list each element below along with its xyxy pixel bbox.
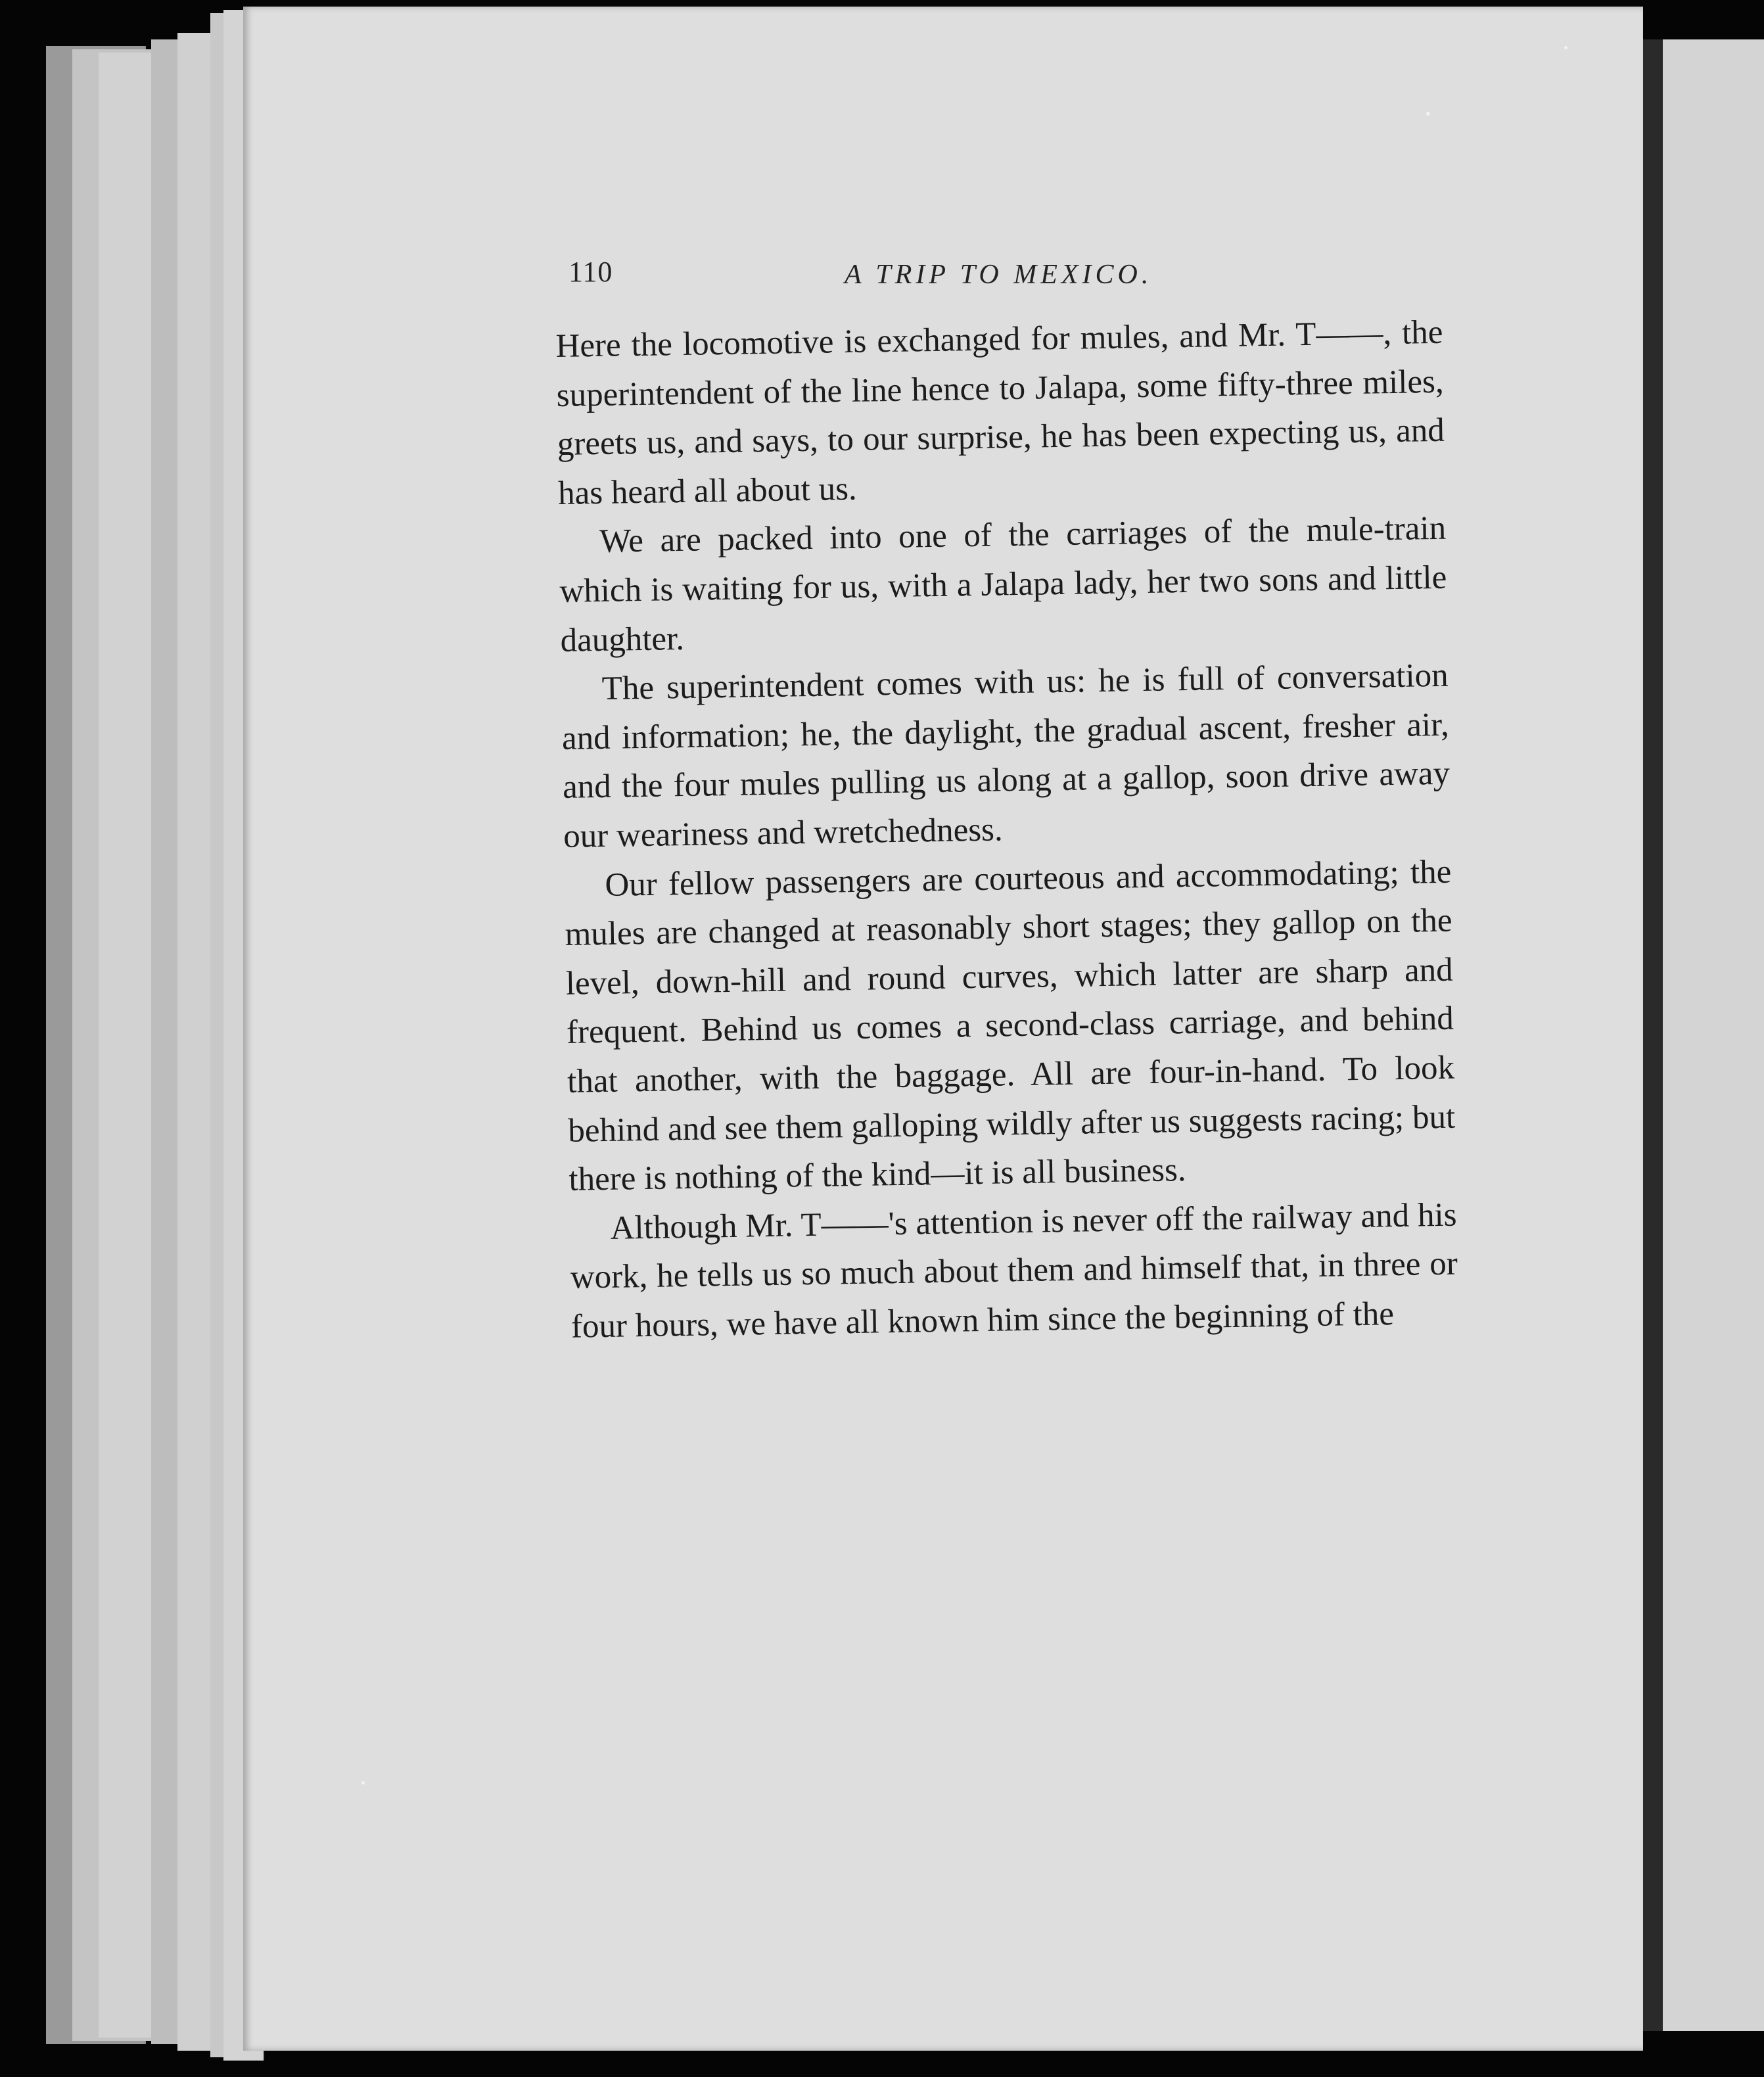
paragraph: Although Mr. T——'s attention is never off the railway and his work, he tells us so much about them and himself that, in three or four hours, we have all known him since the beginning of the <box>570 1196 1458 1345</box>
paragraph: We are packed into one of the carriages of the mule-train which is waiting for us, with a Jalapa lady, her two sons and little daughter. <box>559 510 1447 659</box>
running-title: A TRIP TO MEXICO. <box>845 260 1153 290</box>
facing-page-edge <box>1663 39 1764 2031</box>
paragraph: Here the locomotive is exchanged for mules, and Mr. T——, the superintendent of the line hence to Jalapa, some fifty-three miles, greets us, and says, to our surprise, he has been expecting us, and has heard all about us. <box>555 314 1445 512</box>
dust-speck <box>1564 46 1567 49</box>
paragraph: The superintendent comes with us: he is full of conversation and information; he, the daylight, the gradual ascent, fresher air, and the four mules pulling us along at a gallop, soon drive away our weariness and wretchedness. <box>561 657 1451 855</box>
page-number: 110 <box>569 256 613 288</box>
dust-speck <box>361 1781 365 1785</box>
dust-speck <box>1426 112 1430 116</box>
running-header <box>569 255 1449 301</box>
paragraph: Our fellow passengers are courteous and accommodating; the mules are changed at reasonably short stages; they gallop on the level, down-hill and round curves, which latter are sharp and frequent. Behind us comes a second-class carriage, and behind that another, with the baggage. All are four-in-hand. To look behind and see them galloping wildly after us suggests racing; but there is nothing of the kind—it is all business. <box>565 853 1456 1198</box>
body-text <box>555 308 1458 1351</box>
